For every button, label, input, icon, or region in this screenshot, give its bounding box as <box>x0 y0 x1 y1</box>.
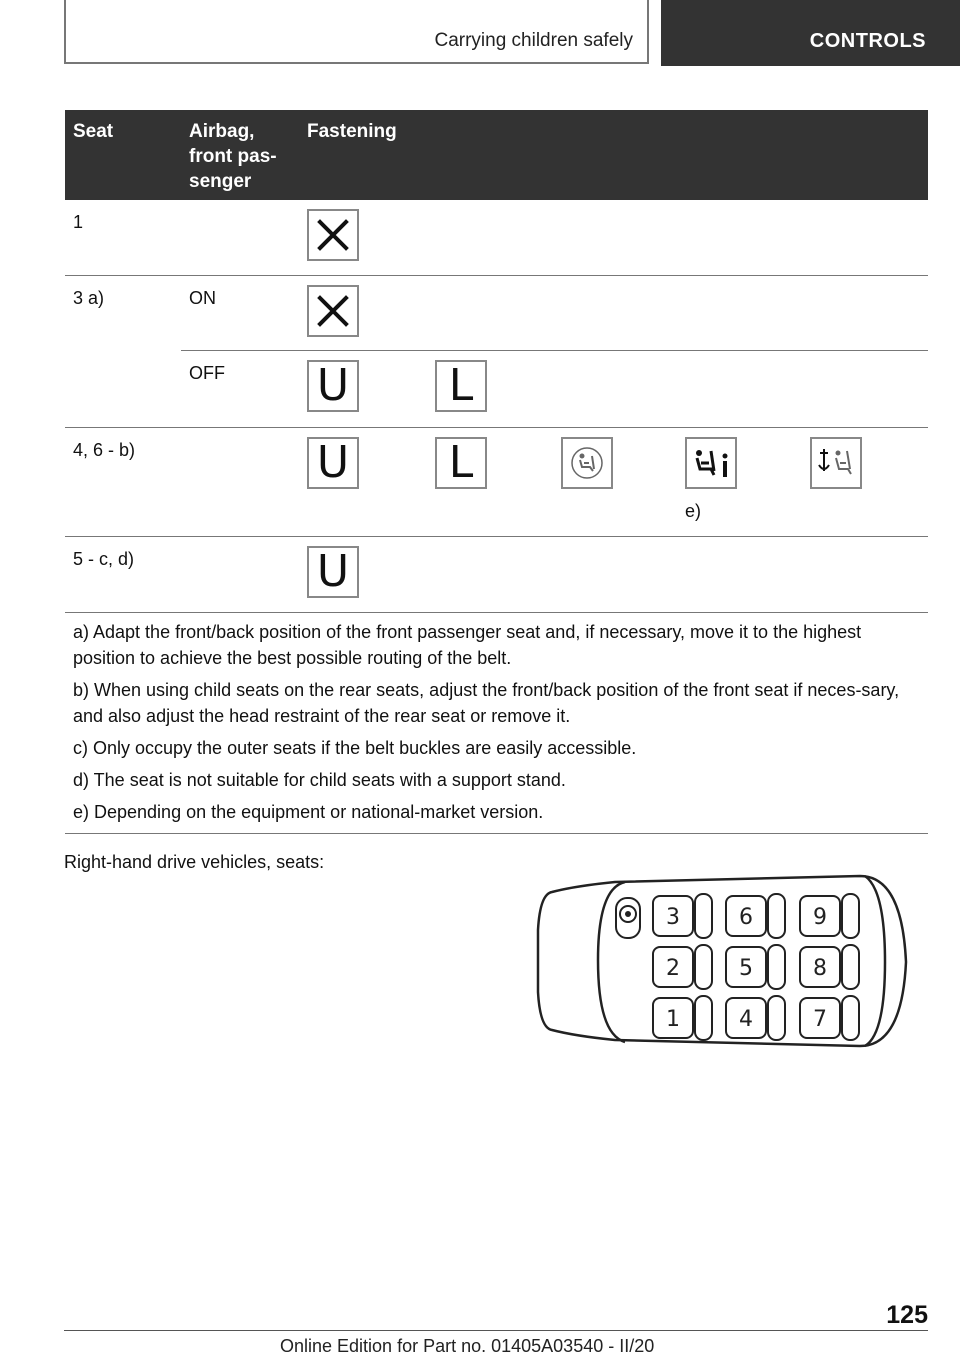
child-seat-anchor-icon <box>810 437 862 489</box>
svg-text:9: 9 <box>813 905 827 930</box>
chapter-label: CONTROLS <box>809 30 926 52</box>
airbag-cell: ON <box>189 288 216 308</box>
table-row <box>65 276 928 351</box>
footnote-c: c) Only occupy the outer seats if the belt buckles are easily accessible. <box>73 738 637 758</box>
seat-cell: 3 a) <box>73 288 105 308</box>
column-header-airbag: Airbag, front pas- senger <box>189 121 277 192</box>
seat-2 <box>653 945 712 989</box>
semi-universal-l-icon: L <box>435 360 487 412</box>
svg-text:6: 6 <box>739 905 753 930</box>
car-seat-diagram <box>530 870 912 1052</box>
table-row <box>65 200 928 276</box>
seat-8 <box>800 945 859 989</box>
table-row <box>65 428 928 537</box>
seat-6 <box>726 894 785 938</box>
column-header-seat: Seat <box>73 121 114 142</box>
semi-universal-l-icon: L <box>435 437 487 489</box>
seat-cell: 1 <box>73 212 84 232</box>
seat-5 <box>726 945 785 989</box>
section-title: Carrying children safely <box>434 30 633 51</box>
universal-u-icon: U <box>307 437 359 489</box>
footnote-a: a) Adapt the front/back position of the front passenger seat and, if necessary, move it to the highest position to achieve the best possible routing of the belt. <box>73 622 862 668</box>
header-chapter-box <box>661 0 960 66</box>
not-suitable-x-icon <box>307 209 359 261</box>
footer-divider <box>64 1330 928 1331</box>
seat-cell: 5 - c, d) <box>73 549 135 569</box>
footnote-d: d) The seat is not suitable for child seats with a support stand. <box>73 770 566 790</box>
not-suitable-x-icon <box>307 285 359 337</box>
table-footnotes <box>65 609 928 834</box>
steering-wheel-icon <box>616 898 640 938</box>
universal-u-icon: U <box>307 546 359 598</box>
svg-text:3: 3 <box>666 905 680 930</box>
footnote-reference-e: e) <box>685 501 702 521</box>
svg-text:8: 8 <box>813 956 827 981</box>
column-header-fastening: Fastening <box>307 121 397 142</box>
diagram-caption: Right-hand drive vehicles, seats: <box>64 852 325 872</box>
page-number: 125 <box>886 1301 928 1329</box>
svg-text:2: 2 <box>666 956 680 981</box>
seat-3 <box>653 894 712 938</box>
airbag-cell: OFF <box>189 363 225 383</box>
child-seat-i-size-icon <box>685 437 737 489</box>
svg-text:5: 5 <box>739 956 753 981</box>
footnote-b: b) When using child seats on the rear seats, adjust the front/back position of the front seat if neces-sary, and also adjust the head restraint of the rear seat or remove it. <box>73 680 900 726</box>
svg-text:1: 1 <box>666 1007 680 1032</box>
seat-cell: 4, 6 - b) <box>73 440 136 460</box>
header-section-box <box>64 0 649 64</box>
svg-text:4: 4 <box>739 1007 753 1032</box>
seat-7 <box>800 996 859 1040</box>
seat-4 <box>726 996 785 1040</box>
seat-9 <box>800 894 859 938</box>
child-seat-round-icon <box>561 437 613 489</box>
table-header <box>65 110 928 200</box>
seat-1 <box>653 996 712 1040</box>
footnote-e: e) Depending on the equipment or national-market version. <box>73 802 544 822</box>
child-seat-table <box>65 110 928 613</box>
table-row <box>65 351 928 428</box>
table-row <box>65 537 928 613</box>
universal-u-icon: U <box>307 360 359 412</box>
edition-footer: Online Edition for Part no. 01405A03540 - II/20 <box>280 1336 655 1356</box>
svg-text:7: 7 <box>813 1007 827 1032</box>
